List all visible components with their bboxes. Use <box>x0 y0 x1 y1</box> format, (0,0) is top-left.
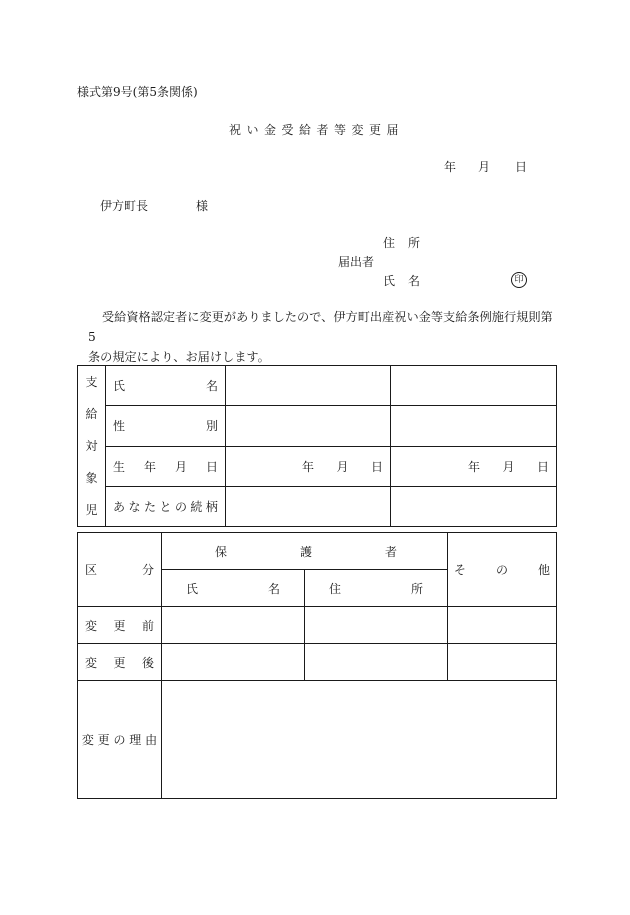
guardian-name-header: 氏 名 <box>162 570 305 607</box>
after-name-field[interactable] <box>162 644 305 681</box>
child-sex-field-1[interactable] <box>226 406 391 446</box>
child-birthdate-label: 生 年 月 日 <box>106 446 226 486</box>
statement-line-2: 条の規定により、お届けします。 <box>88 350 270 364</box>
child-relationship-label: あ な た と の 続 柄 <box>106 486 226 526</box>
before-change-label: 変 更 前 <box>78 607 162 644</box>
side-char: 支 <box>85 375 98 389</box>
address-label-1: 住 <box>383 236 396 250</box>
applicant-label: 届出者 <box>338 255 375 269</box>
other-header: そ の 他 <box>448 533 557 607</box>
after-change-label: 変 更 後 <box>78 644 162 681</box>
seal-mark-icon: 印 <box>511 272 527 288</box>
child-sex-field-2[interactable] <box>391 406 557 446</box>
side-char: 象 <box>85 471 98 485</box>
child-info-table <box>77 365 557 527</box>
category-label: 区 分 <box>78 533 162 607</box>
change-reason-field[interactable] <box>162 681 557 799</box>
date-month-label: 月 <box>478 160 491 174</box>
child-birthdate-field-1[interactable]: 年 月 日 <box>226 446 391 486</box>
document-title: 祝い金受給者等変更届 <box>229 123 405 137</box>
before-address-field[interactable] <box>305 607 448 644</box>
child-side-label <box>78 366 106 527</box>
before-other-field[interactable] <box>448 607 557 644</box>
guardian-header: 保 護 者 <box>162 533 448 570</box>
guardian-address-header: 住 所 <box>305 570 448 607</box>
side-char: 給 <box>85 407 98 421</box>
child-name-field-2[interactable] <box>391 366 557 406</box>
statement-paragraph <box>88 307 558 367</box>
name-label-2: 名 <box>408 274 421 288</box>
date-year-label: 年 <box>444 160 457 174</box>
after-other-field[interactable] <box>448 644 557 681</box>
child-sex-label: 性 別 <box>106 406 226 446</box>
form-number: 様式第9号(第5条関係) <box>77 85 198 99</box>
child-relationship-field-1[interactable] <box>226 486 391 526</box>
date-day-label: 日 <box>515 160 528 174</box>
before-name-field[interactable] <box>162 607 305 644</box>
child-name-label: 氏 名 <box>106 366 226 406</box>
side-char: 児 <box>85 503 98 517</box>
statement-line-1: 受給資格認定者に変更がありましたので、伊方町出産祝い金等支給条例施行規則第5 <box>88 310 553 344</box>
after-address-field[interactable] <box>305 644 448 681</box>
change-reason-label: 変 更 の 理 由 <box>78 681 162 799</box>
addressee-name: 伊方町長 <box>100 199 149 213</box>
child-relationship-field-2[interactable] <box>391 486 557 526</box>
change-table <box>77 532 557 799</box>
child-birthdate-field-2[interactable]: 年 月 日 <box>391 446 557 486</box>
addressee-honorific: 様 <box>196 199 209 213</box>
child-name-field-1[interactable] <box>226 366 391 406</box>
side-char: 対 <box>85 439 98 453</box>
name-label-1: 氏 <box>383 274 396 288</box>
address-label-2: 所 <box>408 236 421 250</box>
